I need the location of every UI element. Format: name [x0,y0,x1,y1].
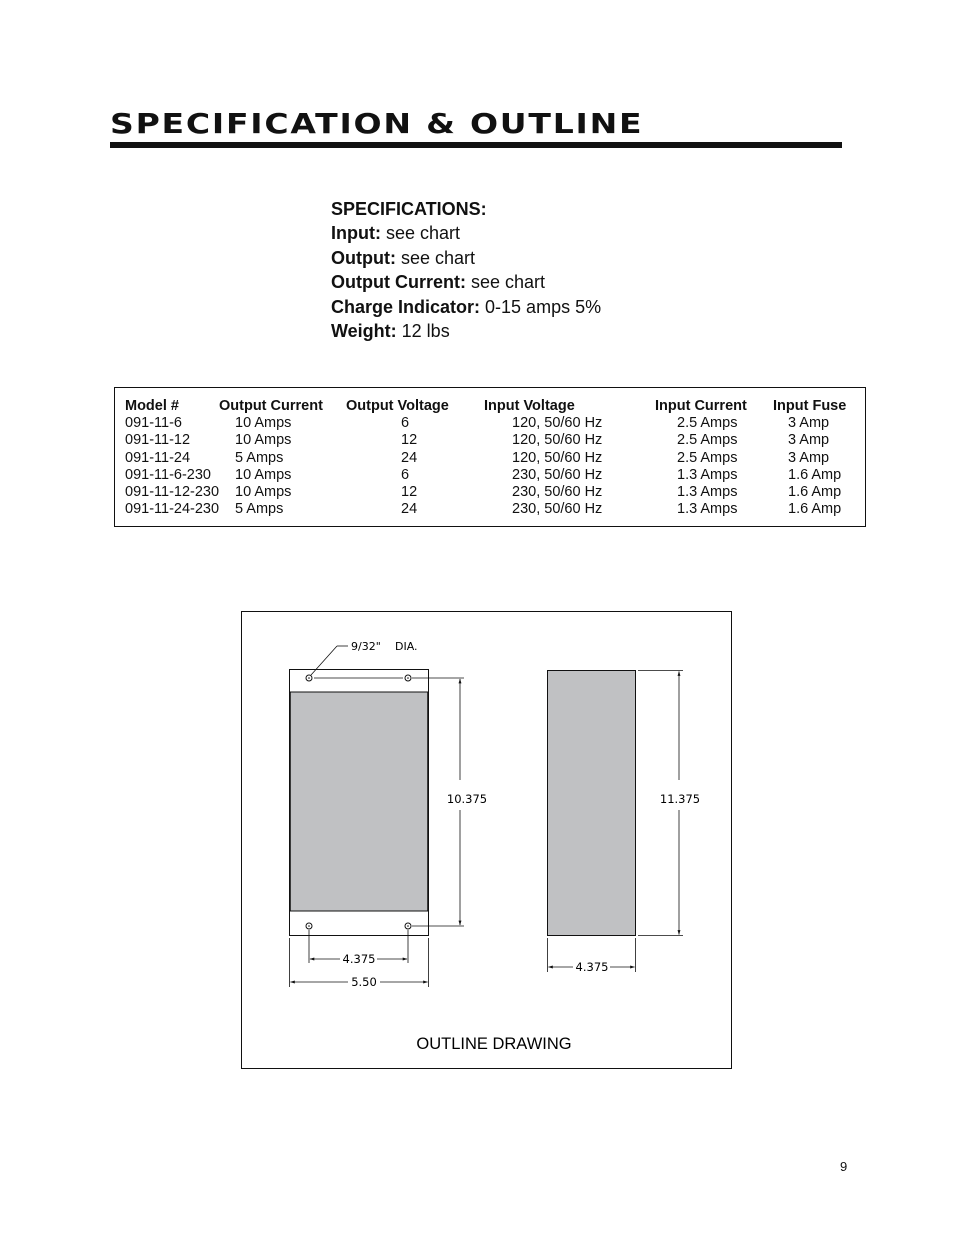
table-cell: 2.5 Amps [677,449,738,466]
side-view-panel [548,671,636,936]
mounting-hole-icon [306,923,312,929]
dim-side-height-label: 11.375 [659,792,701,806]
mounting-hole-icon [405,923,411,929]
mounting-hole-icon [306,675,312,681]
table-cell: 10 Amps [235,432,292,449]
specifications-block [331,197,601,343]
table-cell: 24 [401,449,418,466]
mounting-hole-icon [405,675,411,681]
table-cell: 230, 50/60 Hz [512,466,603,483]
table-cell: 10 Amps [235,415,292,432]
table-cell: 1.3 Amps [677,466,738,483]
spec-output: Output: see chart [331,247,476,268]
table-cell: 5 Amps [235,449,284,466]
table-cell: 091-11-24-230 [125,501,220,518]
column-model [125,398,219,518]
table-cell: 230, 50/60 Hz [512,501,603,518]
table-cell: 3 Amp [788,415,830,432]
table-cell: 091-11-6-230 [125,466,211,483]
specifications-heading: SPECIFICATIONS: [331,199,487,219]
spec-output-current: Output Current: see chart [331,272,546,293]
table-header: Input Voltage [484,398,575,414]
table-header: Output Current [219,398,323,414]
table-cell: 091-11-24 [125,449,191,466]
table-cell: 12 [401,484,418,501]
table-cell: 230, 50/60 Hz [512,484,603,501]
title-rule [110,142,842,148]
column-input-voltage [484,398,602,518]
table-cell: 3 Amp [788,449,830,466]
table-cell: 24 [401,501,418,518]
table-cell: 091-11-12 [125,432,191,449]
table-header: Input Fuse [773,398,847,414]
column-output-current [219,398,323,518]
outline-drawing-svg [242,612,733,1070]
table-cell: 10 Amps [235,466,292,483]
column-output-voltage [346,398,449,518]
table-cell: 1.3 Amps [677,501,738,518]
table-cell: 10 Amps [235,484,292,501]
table-cell: 1.6 Amp [788,484,842,501]
table-cell: 2.5 Amps [677,415,738,432]
page-number: 9 [840,1159,848,1174]
table-cell: 6 [401,466,410,483]
dim-front-width-label: 5.50 [351,975,377,989]
spec-charge-indicator: Charge Indicator: 0-15 amps 5% [331,296,602,317]
outline-drawing [241,611,732,1069]
column-input-fuse [773,398,846,518]
page-title: SPECIFICATION & OUTLINE [110,107,644,140]
table-header: Input Current [655,398,747,414]
table-cell: 1.6 Amp [788,501,842,518]
table-cell: 120, 50/60 Hz [512,415,603,432]
table-header: Output Voltage [346,398,449,414]
spec-weight: Weight: 12 lbs [331,321,450,342]
table-cell: 1.3 Amps [677,484,738,501]
table-cell: 3 Amp [788,432,830,449]
spec-input: Input: see chart [331,223,461,244]
table-cell: 120, 50/60 Hz [512,449,603,466]
table-header: Model # [125,398,179,414]
column-input-current [655,398,747,518]
dim-front-height-label: 10.375 [446,792,488,806]
drawing-caption: OUTLINE DRAWING [416,1035,572,1053]
table-cell: 5 Amps [235,501,284,518]
dim-side-width-label: 4.375 [575,960,609,974]
front-view-panel [291,692,428,911]
hole-size-label: 9/32" [351,640,381,653]
table-cell: 1.6 Amp [788,466,842,483]
hole-dia-label: DIA. [395,640,418,653]
dim-hole-spacing-label: 4.375 [342,952,376,966]
table-cell: 6 [401,415,410,432]
table-cell: 091-11-12-230 [125,484,220,501]
table-cell: 091-11-6 [125,415,182,432]
model-table [114,387,866,527]
table-cell: 2.5 Amps [677,432,738,449]
table-cell: 120, 50/60 Hz [512,432,603,449]
table-cell: 12 [401,432,418,449]
